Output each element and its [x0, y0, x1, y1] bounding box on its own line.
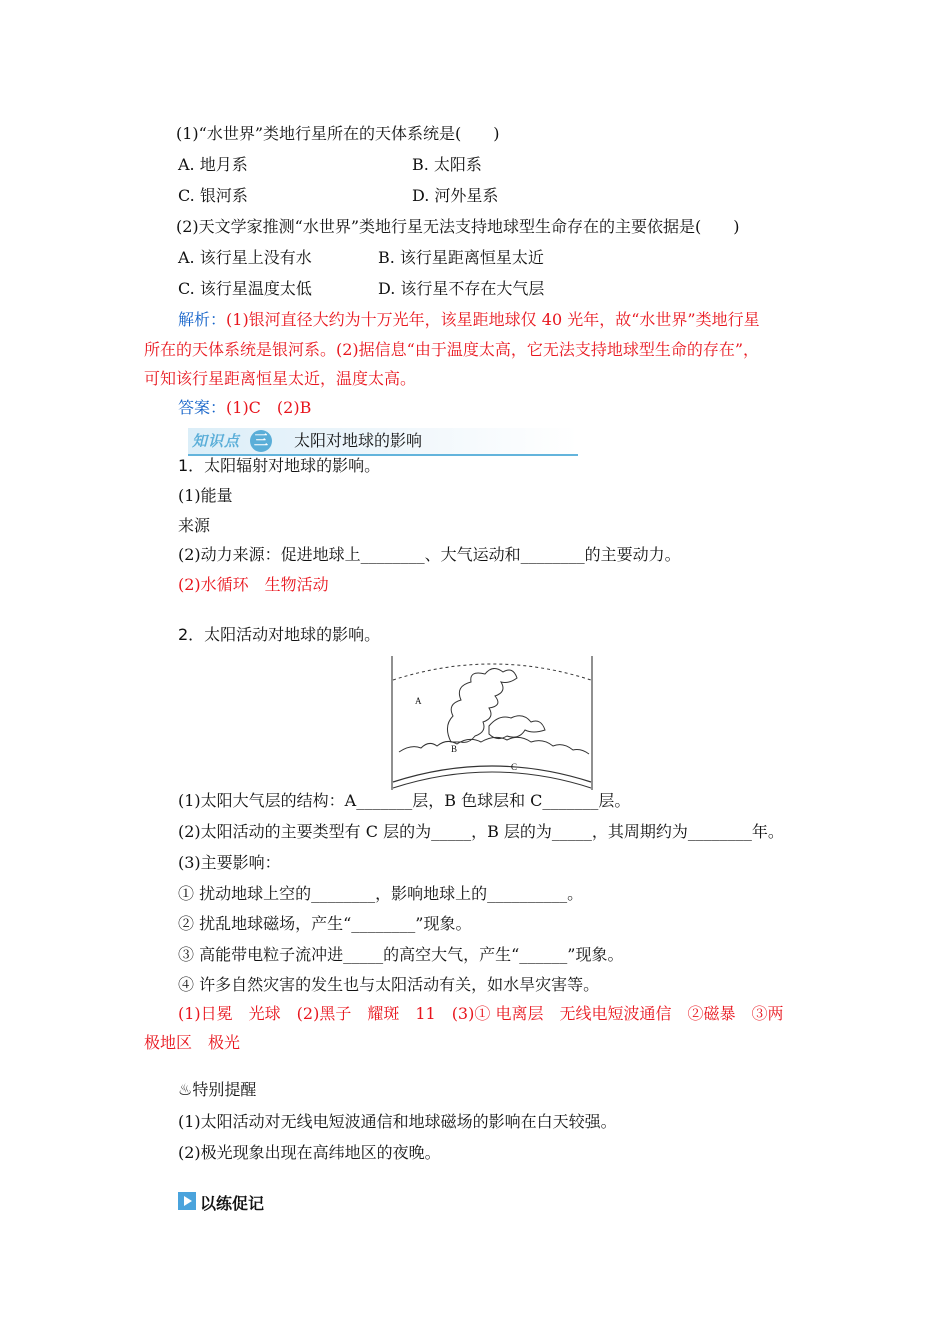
part-2-effect-3: ③ 高能带电粒子流冲进_____的高空大气，产生“______”现象。	[178, 945, 624, 964]
q1-option-d: D. 河外星系	[412, 186, 499, 205]
section-number-badge: 三	[250, 430, 272, 452]
part-1-source: 来源	[178, 516, 211, 535]
chromosphere-edge	[399, 737, 589, 754]
q1-option-a: A. 地月系	[178, 155, 248, 174]
figure-label-a: A	[415, 696, 422, 706]
q2-option-b: B. 该行星距离恒星太近	[378, 248, 544, 267]
part-1-power: (2)动力来源：促进地球上________、大气运动和________的主要动力。	[178, 545, 681, 564]
play-icon	[178, 1192, 196, 1210]
analysis-line-2: 所在的天体系统是银河系。(2)据信息“由于温度太高，它无法支持地球型生命的存在”，	[144, 340, 760, 359]
part-2-answer-1: (1)日冕 光球 (2)黑子 耀斑 11 (3)① 电离层 无线电短波通信 ②磁暴 ③两	[178, 1004, 784, 1023]
q2-option-d: D. 该行星不存在大气层	[378, 279, 545, 298]
section-tag: 知识点	[192, 432, 241, 450]
flare-outline	[489, 716, 545, 739]
section-banner	[188, 428, 580, 458]
part-2-effect-2: ② 扰乱地球磁场，产生“________”现象。	[178, 914, 472, 933]
part-1-heading: 1．太阳辐射对地球的影响。	[178, 456, 381, 475]
figure-label-b: B	[451, 744, 458, 754]
part-2-heading: 2．太阳活动对地球的影响。	[178, 625, 381, 644]
part-2-effects-heading: (3)主要影响：	[178, 853, 281, 872]
tip-line-2: (2)极光现象出现在高纬地区的夜晚。	[178, 1143, 441, 1162]
part-2-structure: (1)太阳大气层的结构：A_______层，B 色球层和 C_______层。	[178, 791, 631, 810]
part-2-effect-4: ④ 许多自然灾害的发生也与太阳活动有关，如水旱灾害等。	[178, 975, 600, 994]
q2-option-c: C. 该行星温度太低	[178, 279, 312, 298]
analysis-label: 解析：	[178, 310, 227, 329]
question-2-stem: (2)天文学家推测“水世界”类地行星无法支持地球型生命存在的主要依据是( )	[176, 217, 740, 236]
q1-option-b: B. 太阳系	[412, 155, 482, 174]
figure-label-c: C	[511, 762, 518, 772]
q2-option-a: A. 该行星上没有水	[178, 248, 312, 267]
tip-heading: ♨特别提醒	[178, 1080, 257, 1099]
sun-atmosphere-diagram	[391, 656, 594, 790]
section-title: 太阳对地球的影响	[294, 431, 423, 450]
analysis-line-1	[178, 310, 760, 330]
part-2-effect-1: ① 扰动地球上空的________，影响地球上的__________。	[178, 884, 584, 903]
q1-option-c: C. 银河系	[178, 186, 248, 205]
analysis-text-1: (1)银河直径大约为十万光年，该星距地球仅 40 光年，故“水世界”类地行星	[226, 310, 760, 329]
prominence-outline	[447, 668, 517, 742]
corona-boundary	[393, 664, 591, 680]
answer-value: (1)C (2)B	[226, 398, 312, 417]
part-2-activity-types: (2)太阳活动的主要类型有 C 层的为_____，B 层的为_____，其周期约为________年。	[178, 822, 784, 841]
practice-label: 以练促记	[200, 1194, 265, 1213]
question-1-stem: (1)“水世界”类地行星所在的天体系统是( )	[176, 124, 500, 143]
answer-label: 答案：	[178, 398, 227, 417]
analysis-line-3: 可知该行星距离恒星太近，温度太高。	[144, 369, 417, 388]
tip-line-1: (1)太阳活动对无线电短波通信和地球磁场的影响在白天较强。	[178, 1112, 617, 1131]
part-1-answer: (2)水循环 生物活动	[178, 575, 329, 594]
part-2-answer-2: 极地区 极光	[144, 1033, 241, 1052]
answer-line	[178, 398, 311, 418]
part-1-energy: (1)能量	[178, 486, 233, 505]
